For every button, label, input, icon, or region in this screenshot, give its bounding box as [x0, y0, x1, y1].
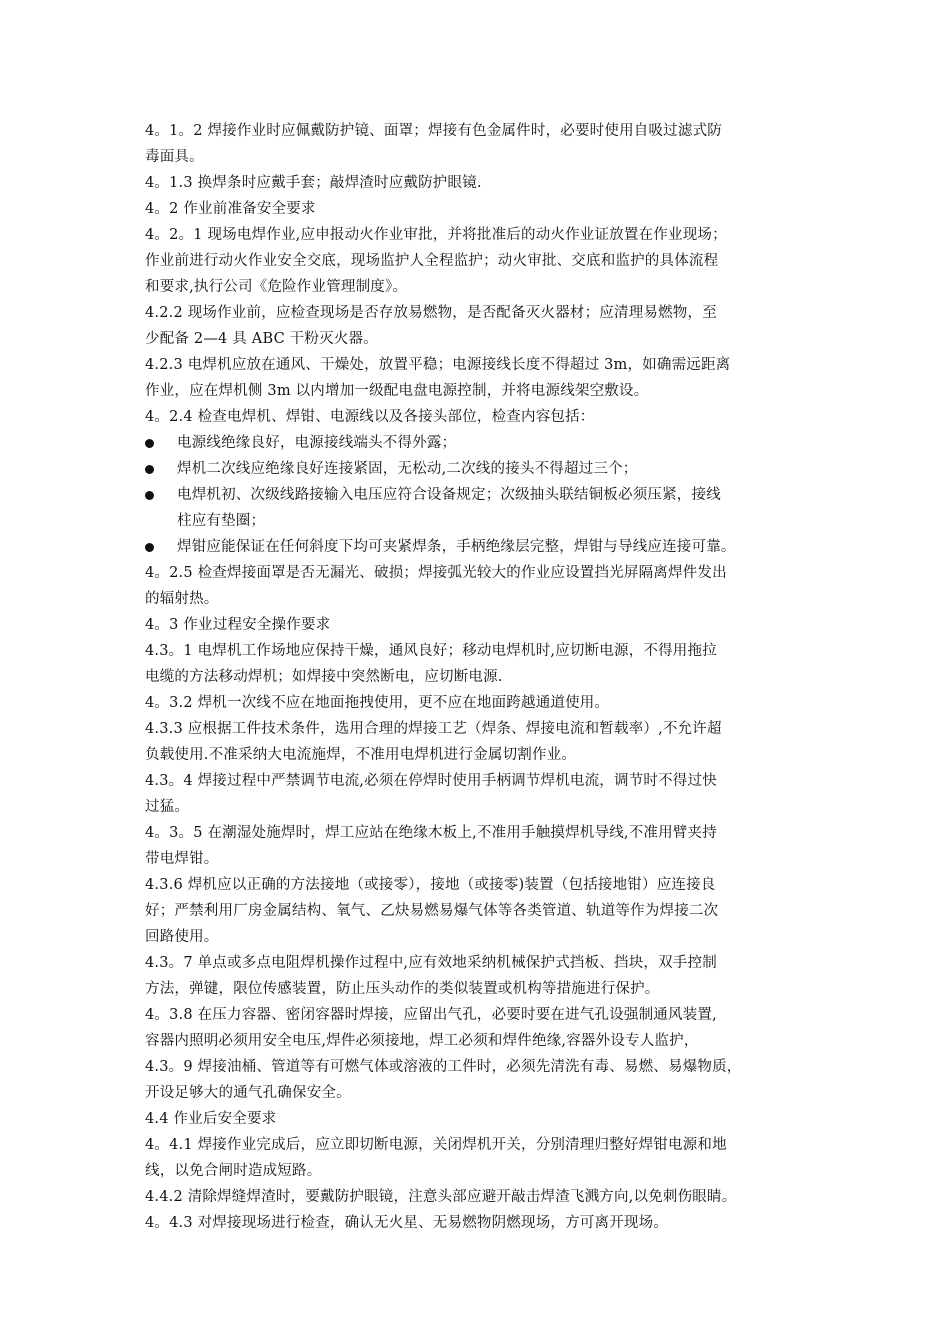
text-line: 4.3。1 电焊机工作场地应保持干燥，通风良好；移动电焊机时,应切断电源，不得用拖拉: [145, 643, 717, 659]
text-line: 和要求,执行公司《危险作业管理制度》。: [145, 279, 408, 295]
paragraph: [145, 820, 825, 872]
text-line: 回路使用。: [145, 929, 219, 945]
bullet-dot-icon: [145, 543, 154, 552]
text-line: 4.4.2 清除焊缝焊渣时，要戴防护眼镜，注意头部应避开敲击焊渣飞溅方向,以免刺伤眼睛。: [145, 1189, 737, 1205]
paragraph: [145, 170, 825, 196]
text-line: 负载使用.不准采纳大电流施焊，不准用电焊机进行金属切割作业。: [145, 747, 577, 763]
paragraph: [145, 1184, 825, 1210]
text-line: 方法，弹键，限位传感装置，防止压头动作的类似装置或机构等措施进行保护。: [145, 981, 660, 997]
text-line: 少配备 2—4 具 ABC 干粉灭火器。: [145, 331, 378, 347]
text-line: 线，以免合闸时造成短路。: [145, 1163, 322, 1179]
paragraph: [145, 690, 825, 716]
document-page: [145, 118, 825, 1236]
text-line: 作业，应在焊机侧 3m 以内增加一级配电盘电源控制，并将电源线架空敷设。: [145, 383, 649, 399]
text-line: 4.2.3 电焊机应放在通风、干燥处，放置平稳；电源接线长度不得超过 3m，如确需远距离: [145, 357, 731, 373]
paragraph: [145, 1132, 825, 1184]
text-line: 带电焊钳。: [145, 851, 219, 867]
text-line: 的辐射热。: [145, 591, 219, 607]
paragraph: [145, 716, 825, 768]
text-line: 4.2.2 现场作业前，应检查现场是否存放易燃物，是否配备灭火器材；应清理易燃物，至: [145, 305, 717, 321]
text-line: 焊机二次线应绝缘良好连接紧固，无松动,二次线的接头不得超过三个；: [177, 461, 638, 477]
paragraph: [145, 872, 825, 950]
paragraph: [145, 196, 825, 222]
paragraph: [145, 1106, 825, 1132]
text-line: 毒面具。: [145, 149, 204, 165]
text-line: 4。4.3 对焊接现场进行检查，确认无火星、无易燃物阴燃现场，方可离开现场。: [145, 1215, 668, 1231]
text-line: 4。4.1 焊接作业完成后，应立即切断电源，关闭焊机开关，分别清理归整好焊钳电源和地: [145, 1137, 727, 1153]
text-line: 4.3.3 应根据工件技术条件，选用合理的焊接工艺（焊条、焊接电流和暂载率）,不允许超: [145, 721, 722, 737]
paragraph: [145, 404, 825, 430]
text-line: 作业前进行动火作业安全交底，现场监护人全程监护；动火审批、交底和监护的具体流程: [145, 253, 719, 269]
text-line: 开设足够大的通气孔确保安全。: [145, 1085, 351, 1101]
bullet-dot-icon: [145, 491, 154, 500]
paragraph: [145, 768, 825, 820]
paragraph: [145, 560, 825, 612]
paragraph: [145, 222, 825, 300]
text-line: 4。3 作业过程安全操作要求: [145, 617, 331, 633]
paragraph: [145, 300, 825, 352]
text-line: 电焊机初、次级线路接输入电压应符合设备规定；次级抽头联结铜板必须压紧，接线: [177, 487, 721, 503]
text-line: 4。3。5 在潮湿处施焊时，焊工应站在绝缘木板上,不准用手触摸焊机导线,不准用臂夹持: [145, 825, 717, 841]
bullet-item: [145, 430, 825, 456]
text-line: 4.3.6 焊机应以正确的方法接地（或接零），接地（或接零)装置（包括接地钳）应连接良: [145, 877, 716, 893]
text-line: 柱应有垫圈；: [177, 513, 266, 529]
bullet-item: [145, 482, 825, 534]
bullet-dot-icon: [145, 439, 154, 448]
bullet-dot-icon: [145, 465, 154, 474]
text-line: 4.3。9 焊接油桶、管道等有可燃气体或溶液的工件时，必须先清洗有毒、易燃、易爆物质，: [145, 1059, 742, 1075]
text-line: 4。2.5 检查焊接面罩是否无漏光、破损；焊接弧光较大的作业应设置挡光屏隔离焊件发出: [145, 565, 727, 581]
paragraph: [145, 950, 825, 1002]
text-line: 好；严禁利用厂房金属结构、氧气、乙炔易燃易爆气体等各类管道、轨道等作为焊接二次: [145, 903, 719, 919]
paragraph: [145, 612, 825, 638]
paragraph: [145, 118, 825, 170]
text-line: 4。2.4 检查电焊机、焊钳、电源线以及各接头部位，检查内容包括：: [145, 409, 595, 425]
text-line: 4。2。1 现场电焊作业,应申报动火作业审批，并将批准后的动火作业证放置在作业现场；: [145, 227, 727, 243]
paragraph: [145, 1054, 825, 1106]
text-line: 4.3。7 单点或多点电阻焊机操作过程中,应有效地采纳机械保护式挡板、挡块，双手控制: [145, 955, 717, 971]
bullet-item: [145, 456, 825, 482]
text-line: 电缆的方法移动焊机；如焊接中突然断电，应切断电源.: [145, 669, 503, 685]
paragraph: [145, 1002, 825, 1054]
text-line: 4.3。4 焊接过程中严禁调节电流,必须在停焊时使用手柄调节焊机电流，调节时不得过快: [145, 773, 717, 789]
text-line: 4。1。2 焊接作业时应佩戴防护镜、面罩；焊接有色金属件时，必要时使用自吸过滤式防: [145, 123, 722, 139]
text-line: 4。1.3 换焊条时应戴手套；敲焊渣时应戴防护眼镜.: [145, 175, 482, 191]
text-line: 4。3.2 焊机一次线不应在地面拖拽使用，更不应在地面跨越通道使用。: [145, 695, 610, 711]
text-line: 容器内照明必须用安全电压,焊件必须接地，焊工必须和焊件绝缘,容器外设专人监护，: [145, 1033, 699, 1049]
text-line: 电源线绝缘良好，电源接线端头不得外露；: [177, 435, 457, 451]
text-line: 焊钳应能保证在任何斜度下均可夹紧焊条，手柄绝缘层完整，焊钳与导线应连接可靠。: [177, 539, 736, 555]
paragraph: [145, 638, 825, 690]
text-line: 4。2 作业前准备安全要求: [145, 201, 316, 217]
text-line: 4。3.8 在压力容器、密闭容器时焊接，应留出气孔，必要时要在进气孔设强制通风装置,: [145, 1007, 717, 1023]
bullet-item: [145, 534, 825, 560]
paragraph: [145, 352, 825, 404]
text-line: 4.4 作业后安全要求: [145, 1111, 277, 1127]
text-line: 过猛。: [145, 799, 190, 815]
paragraph: [145, 1210, 825, 1236]
